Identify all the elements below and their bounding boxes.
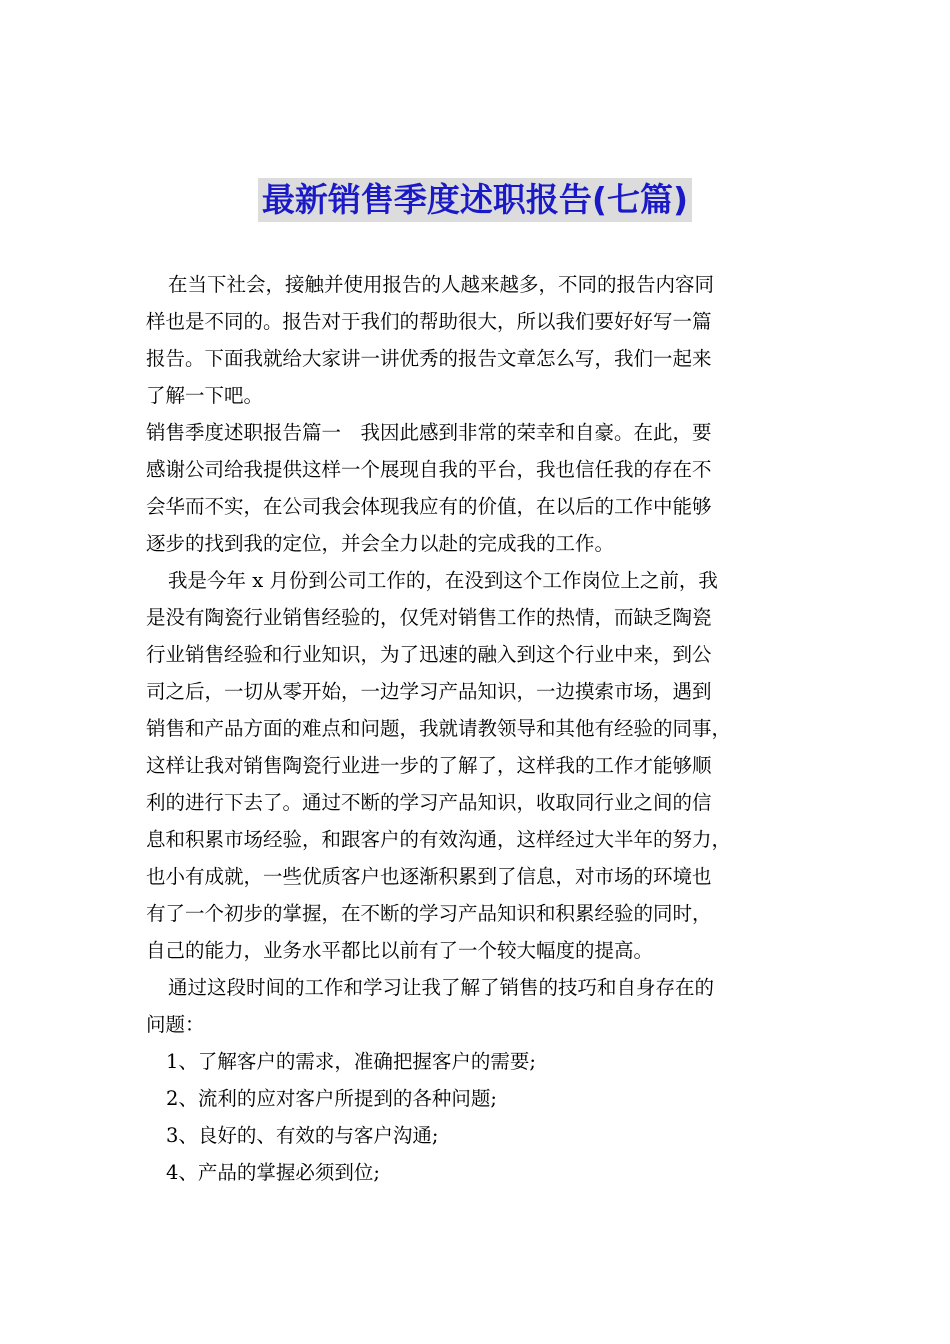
- text-line: 息和积累市场经验，和跟客户的有效沟通，这样经过大半年的努力，: [146, 828, 732, 851]
- text-line: 感谢公司给我提供这样一个展现自我的平台，我也信任我的存在不: [146, 458, 712, 481]
- text-line: 逐步的找到我的定位，并会全力以赴的完成我的工作。: [146, 532, 615, 555]
- text-line: 报告。下面我就给大家讲一讲优秀的报告文章怎么写，我们一起来: [146, 347, 712, 370]
- paragraph-experience: [146, 562, 824, 969]
- list-item: 2、流利的应对客户所提到的各种问题;: [166, 1087, 497, 1110]
- text-line: 是没有陶瓷行业销售经验的，仅凭对销售工作的热情，而缺乏陶瓷: [146, 606, 712, 629]
- list-item: 4、产品的掌握必须到位;: [166, 1161, 380, 1184]
- list-item: 1、了解客户的需求，准确把握客户的需要;: [166, 1050, 536, 1073]
- document-title: 最新销售季度述职报告(七篇): [258, 178, 692, 222]
- text-line: 样也是不同的。报告对于我们的帮助很大，所以我们要好好写一篇: [146, 310, 712, 333]
- title-container: [0, 178, 950, 222]
- document-body: [146, 266, 824, 1191]
- text-line: 销售季度述职报告篇一 我因此感到非常的荣幸和自豪。在此，要: [146, 421, 712, 444]
- text-line: 有了一个初步的掌握，在不断的学习产品知识和积累经验的同时，: [146, 902, 712, 925]
- text-line: 利的进行下去了。通过不断的学习产品知识，收取同行业之间的信: [146, 791, 712, 814]
- text-line: 在当下社会，接触并使用报告的人越来越多，不同的报告内容同: [168, 273, 715, 296]
- paragraph-intro: [146, 266, 824, 414]
- text-line: 问题：: [146, 1013, 205, 1036]
- text-line: 销售和产品方面的难点和问题，我就请教领导和其他有经验的同事，: [146, 717, 732, 740]
- text-line: 我是今年 x 月份到公司工作的，在没到这个工作岗位上之前，我: [168, 569, 718, 592]
- text-line: 会华而不实，在公司我会体现我应有的价值，在以后的工作中能够: [146, 495, 712, 518]
- text-line: 这样让我对销售陶瓷行业进一步的了解了，这样我的工作才能够顺: [146, 754, 712, 777]
- paragraph-problems-intro: [146, 969, 824, 1043]
- text-line: 也小有成就，一些优质客户也逐渐积累到了信息，对市场的环境也: [146, 865, 712, 888]
- text-line: 了解一下吧。: [146, 384, 264, 407]
- text-line: 行业销售经验和行业知识，为了迅速的融入到这个行业中来，到公: [146, 643, 712, 666]
- list-item: 3、良好的、有效的与客户沟通;: [166, 1124, 439, 1147]
- text-line: 通过这段时间的工作和学习让我了解了销售的技巧和自身存在的: [168, 976, 715, 999]
- text-line: 司之后，一切从零开始，一边学习产品知识，一边摸索市场，遇到: [146, 680, 712, 703]
- text-line: 自己的能力，业务水平都比以前有了一个较大幅度的提高。: [146, 939, 654, 962]
- paragraph-section-one: [146, 414, 824, 562]
